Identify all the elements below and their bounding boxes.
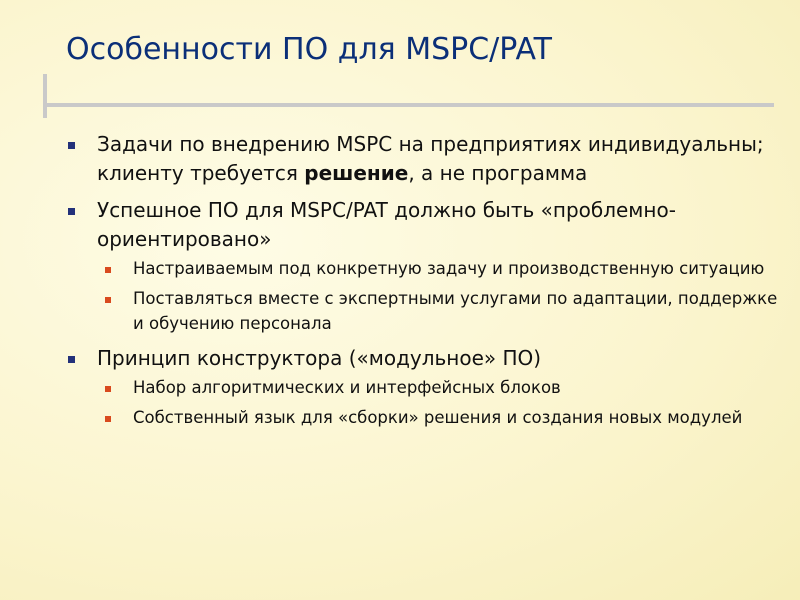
sub-bullet-text: Поставляться вместе с экспертными услугами по адаптации, поддержке и обучению персонала bbox=[133, 289, 778, 333]
sub-bullet-item bbox=[104, 405, 778, 430]
sub-bullet-text: Набор алгоритмических и интерфейсных блоков bbox=[133, 378, 561, 397]
square-sub-bullet-icon bbox=[105, 416, 111, 422]
bullet-text: Принцип конструктора («модульное» ПО) bbox=[97, 346, 542, 370]
bullet-text: Успешное ПО для MSPC/PAT должно быть «проблемно-ориентировано» bbox=[97, 198, 676, 251]
square-bullet-icon bbox=[68, 142, 75, 149]
square-sub-bullet-icon bbox=[105, 267, 111, 273]
square-bullet-icon bbox=[68, 356, 75, 363]
square-sub-bullet-icon bbox=[105, 386, 111, 392]
sub-bullet-item bbox=[104, 375, 778, 400]
slide-title: Особенности ПО для MSPC/PAT bbox=[66, 32, 552, 67]
sub-bullet-item bbox=[104, 286, 778, 336]
sub-bullet-text: Настраиваемым под конкретную задачу и производственную ситуацию bbox=[133, 259, 765, 278]
square-sub-bullet-icon bbox=[105, 297, 111, 303]
title-divider-horizontal bbox=[47, 103, 774, 107]
square-bullet-icon bbox=[68, 208, 75, 215]
sub-bullet-item bbox=[104, 256, 778, 281]
title-divider-vertical bbox=[43, 74, 47, 118]
bullet-item bbox=[68, 130, 778, 188]
bullet-item bbox=[68, 196, 778, 336]
sub-bullet-list bbox=[104, 375, 778, 430]
sub-bullet-list bbox=[104, 256, 778, 336]
bullet-text: Задачи по внедрению MSPC на предприятиях индивидуальны; клиенту требуется решение, а не программа bbox=[97, 132, 764, 185]
bullet-item bbox=[68, 344, 778, 430]
sub-bullet-text: Собственный язык для «сборки» решения и создания новых модулей bbox=[133, 408, 743, 427]
bullet-list bbox=[68, 130, 778, 438]
bold-emphasis: решение bbox=[304, 161, 409, 185]
